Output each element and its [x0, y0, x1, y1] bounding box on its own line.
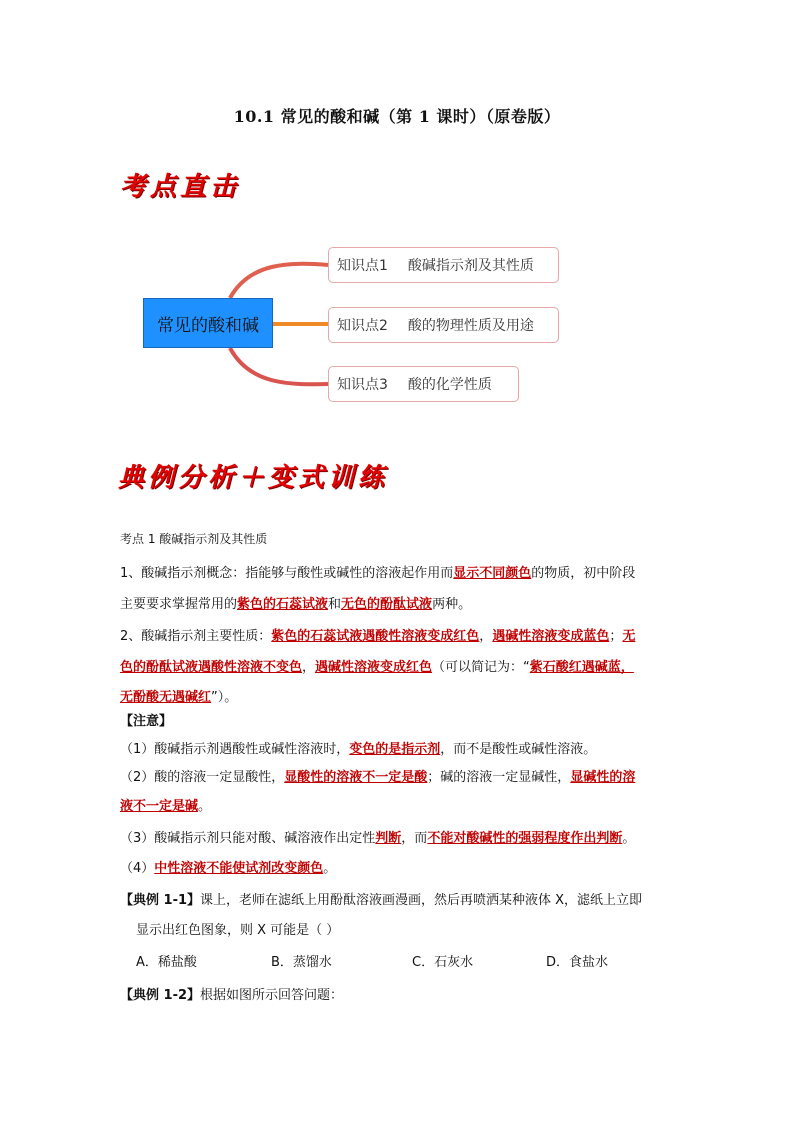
para1-line1: [120, 562, 635, 581]
highlight: 紫色的石蕊试液: [237, 597, 329, 612]
text: （2）酸的溶液一定显酸性，: [120, 770, 285, 785]
node-key: 知识点3: [337, 377, 388, 393]
text: 2、酸碱指示剂主要性质：: [120, 629, 272, 644]
page-title: 10.1 常见的酸和碱（第 1 课时）（原卷版）: [233, 107, 561, 126]
text: ”）。: [211, 690, 238, 705]
section-banner-key-points: 考点直击: [120, 172, 241, 202]
node-key: 知识点2: [337, 318, 388, 334]
text: 课上，老师在滤纸上用酚酞溶液画漫画，然后再喷洒某种液体 X，滤纸上立即: [200, 893, 643, 908]
highlight: 中性溶液不能使试剂改变颜色: [154, 861, 324, 876]
option-c: C．石灰水: [412, 955, 474, 970]
highlight: 无: [622, 629, 636, 644]
highlight: 显示不同颜色: [453, 566, 532, 581]
mindmap-center-node: 常见的酸和碱: [143, 298, 273, 348]
option-b: B．蒸馏水: [271, 955, 332, 970]
note-2-line1: [120, 766, 635, 785]
node-label: 酸碱指示剂及其性质: [407, 258, 534, 274]
highlight: 液不一定是碱: [120, 799, 199, 814]
text: 。: [622, 831, 636, 846]
node-label: 酸的物理性质及用途: [407, 318, 534, 334]
para2-line3: [120, 686, 237, 705]
text: （可以简记为：“: [432, 660, 530, 675]
para2-line2: [120, 656, 634, 675]
example-tag: 【典例 1-1】: [120, 893, 201, 908]
note-4: [120, 857, 336, 876]
highlight: 无酚酸无遇碱红: [120, 690, 212, 705]
para2-line1: [120, 625, 635, 644]
text: 1、酸碱指示剂概念：指能够与酸性或碱性的溶液起作用而: [120, 566, 454, 581]
section-banner-examples: 典例分析＋变式训练: [118, 463, 389, 493]
text: ，而: [401, 831, 428, 846]
branch-line-1: [230, 264, 328, 298]
text: （1）酸碱指示剂遇酸性或碱性溶液时，: [120, 742, 350, 757]
text: （4）: [120, 861, 155, 876]
note-title: 【注意】: [120, 714, 173, 729]
text: 的物质，初中阶段: [531, 566, 636, 581]
para1-line2: [120, 593, 471, 612]
highlight: 变色的是指示剂: [349, 742, 441, 757]
text: 两种。: [432, 597, 472, 612]
highlight: 显酸性的溶液不一定是酸: [284, 770, 428, 785]
highlight: 无色的酚酞试液: [341, 597, 433, 612]
text: 和: [328, 597, 342, 612]
highlight: 遇碱性溶液变成蓝色: [492, 629, 610, 644]
option-a: A．稀盐酸: [136, 955, 197, 970]
note-2-line2: [120, 795, 211, 814]
section-heading: 考点 1 酸碱指示剂及其性质: [120, 532, 268, 546]
mindmap-node-3: [328, 366, 519, 402]
highlight: 显碱性的溶: [570, 770, 636, 785]
text: 。: [323, 861, 337, 876]
highlight: 遇碱性溶液变成红色: [315, 660, 433, 675]
example-1-line2: 显示出红色图象，则 X 可能是（ ）: [136, 923, 340, 938]
example-2: [120, 984, 343, 1003]
text: 根据如图所示回答问题：: [200, 988, 344, 1003]
node-label: 酸的化学性质: [407, 377, 492, 393]
text: 主要要求掌握常用的: [120, 597, 238, 612]
text: ，: [479, 629, 493, 644]
text: ，: [302, 660, 316, 675]
example-1-line1: [120, 889, 642, 908]
highlight: 不能对酸碱性的强弱程度作出判断: [427, 831, 623, 846]
text: ，而不是酸性或碱性溶液。: [440, 742, 597, 757]
branch-line-3: [230, 348, 328, 384]
node-key: 知识点1: [337, 258, 388, 274]
example-tag: 【典例 1-2】: [120, 988, 201, 1003]
highlight: 判断: [375, 831, 402, 846]
highlight: 紫石酸红遇碱蓝，: [529, 660, 634, 675]
text: 。: [198, 799, 212, 814]
text: ；: [609, 629, 623, 644]
note-3: [120, 827, 635, 846]
option-d: D．食盐水: [546, 955, 609, 970]
text: （3）酸碱指示剂只能对酸、碱溶液作出定性: [120, 831, 376, 846]
highlight: 色的酚酞试液遇酸性溶液不变色: [120, 660, 303, 675]
highlight: 紫色的石蕊试液遇酸性溶液变成红色: [271, 629, 480, 644]
note-1: [120, 738, 596, 757]
text: ；碱的溶液一定显碱性，: [427, 770, 571, 785]
mindmap-node-2: [328, 307, 559, 343]
mindmap-node-1: [328, 247, 559, 283]
